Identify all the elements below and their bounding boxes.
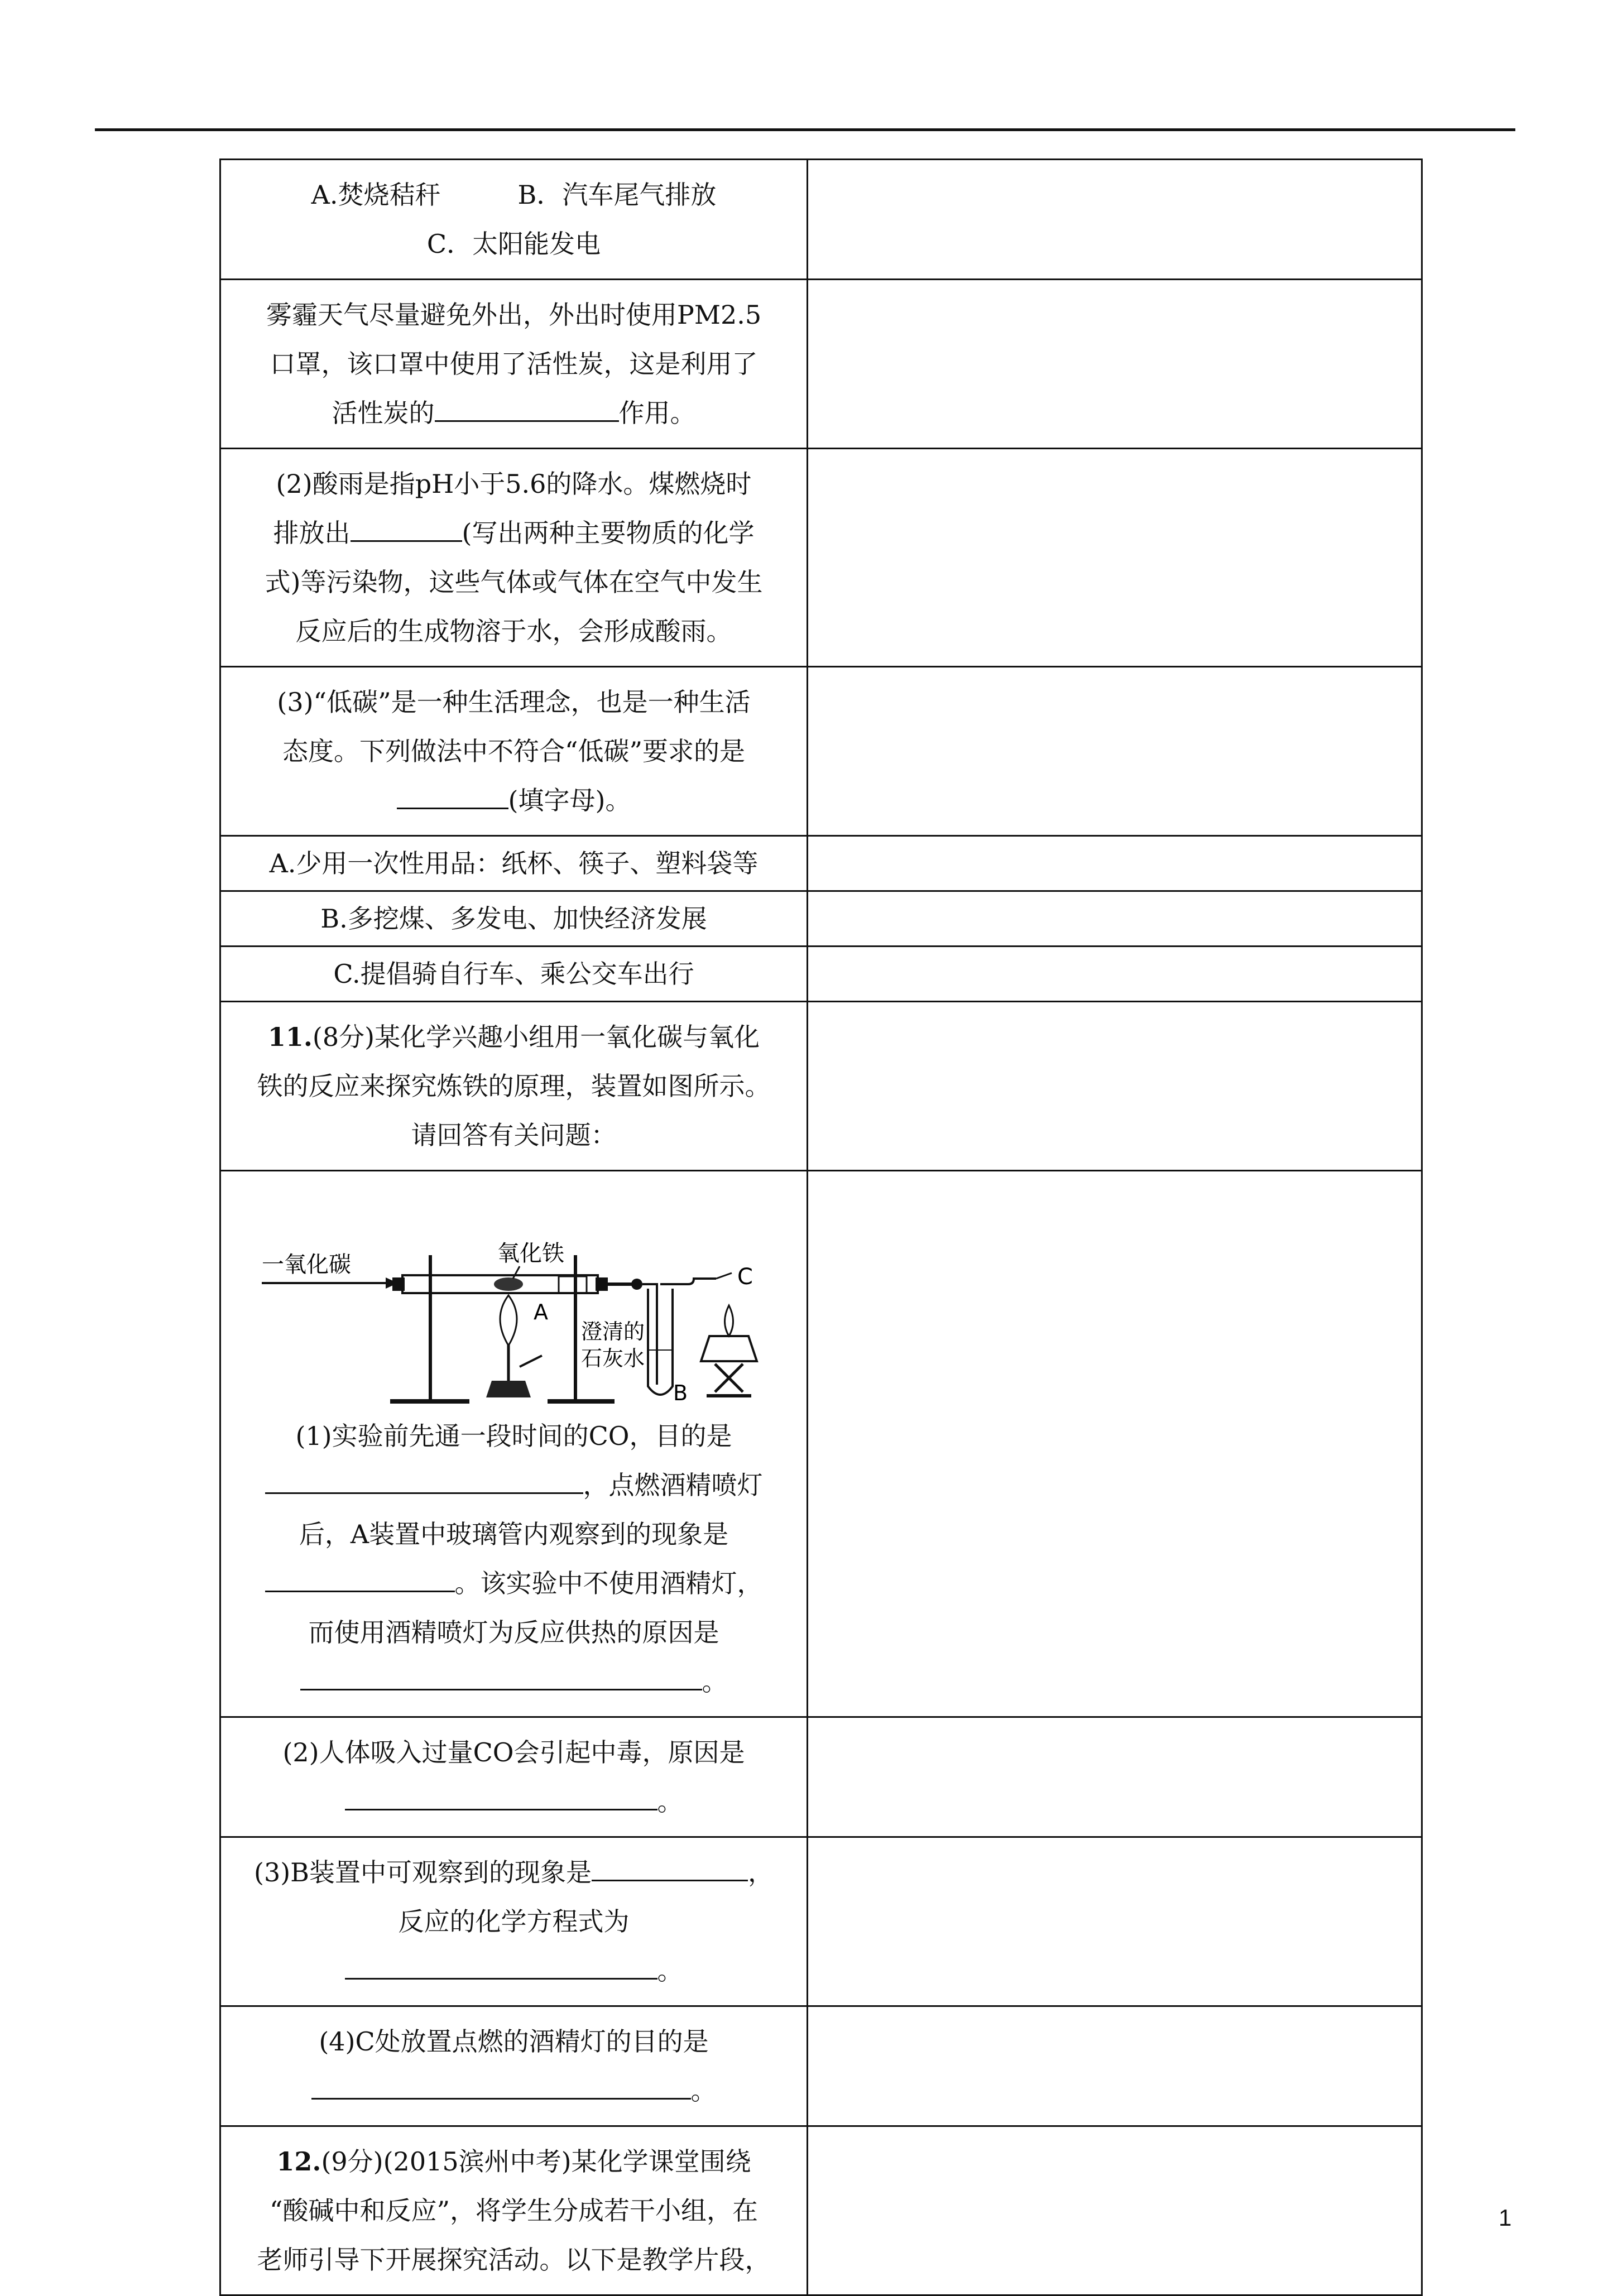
text-line: 态度。下列做法中不符合“低碳”要求的是 <box>282 736 746 766</box>
page-number: 1 <box>1499 2204 1512 2231</box>
label-c: C <box>737 1264 753 1290</box>
option-line: A.少用一次性用品：纸杯、筷子、塑料袋等 <box>269 848 759 878</box>
gas-label: 一氧化碳 <box>261 1252 351 1277</box>
answer-blank[interactable] <box>265 1565 455 1592</box>
table-row <box>220 160 1422 280</box>
question-number: 12. <box>276 2146 321 2177</box>
text-fragment: ，点燃酒精喷灯 <box>583 1470 763 1500</box>
answer-cell[interactable] <box>808 667 1422 836</box>
text-fragment: 排放出 <box>273 518 351 548</box>
text-fragment: 。 <box>657 1956 683 1986</box>
question-cell <box>220 667 808 836</box>
table-row <box>220 2126 1422 2295</box>
answer-cell[interactable] <box>808 891 1422 947</box>
text-line <box>233 1946 794 1995</box>
question-table <box>219 158 1423 2296</box>
text-fragment: (3)B装置中可观察到的现象是 <box>254 1857 592 1887</box>
answer-cell[interactable] <box>808 2126 1422 2295</box>
text-line: 后，A装置中玻璃管内观察到的现象是 <box>299 1519 729 1549</box>
table-row <box>220 2006 1422 2126</box>
question-cell <box>220 1717 808 1837</box>
question-cell <box>220 2126 808 2295</box>
answer-cell[interactable] <box>808 280 1422 449</box>
text-line: 老师引导下开展探究活动。以下是教学片段， <box>257 2245 771 2275</box>
text-line <box>233 388 794 438</box>
answer-cell[interactable] <box>808 1171 1422 1717</box>
answer-cell[interactable] <box>808 836 1422 891</box>
text-line <box>233 776 794 825</box>
table-row <box>220 1837 1422 2006</box>
apparatus-figure <box>246 1222 782 1406</box>
c-pointer <box>716 1273 732 1279</box>
text-line: 式)等污染物，这些气体或气体在空气中发生 <box>265 567 763 597</box>
text-line: 反应的化学方程式为 <box>398 1906 630 1937</box>
answer-cell[interactable] <box>808 947 1422 1002</box>
burner-base <box>486 1381 531 1397</box>
text-line: (3)“低碳”是一种生活理念，也是一种生活 <box>277 687 751 717</box>
answer-blank[interactable] <box>265 1467 583 1494</box>
alcohol-lamp <box>701 1336 757 1361</box>
question-cell <box>220 836 808 891</box>
text-line <box>233 1461 794 1510</box>
text-fragment: (9分)(2015滨州中考)某化学课堂围绕 <box>321 2146 751 2177</box>
text-fragment: 活性炭的 <box>332 398 435 428</box>
lamp-flame <box>724 1305 733 1336</box>
limewater-label: 石灰水 <box>580 1346 645 1371</box>
question-cell <box>220 947 808 1002</box>
iron-oxide-sample <box>494 1277 523 1291</box>
table-row <box>220 891 1422 947</box>
text-line <box>233 1559 794 1608</box>
connector-joint <box>631 1279 642 1290</box>
flame <box>500 1295 517 1346</box>
question-cell <box>220 891 808 947</box>
text-line: 反应后的生成物溶于水，会形成酸雨。 <box>295 616 732 646</box>
stopper-right <box>596 1277 608 1291</box>
answer-cell[interactable] <box>808 1002 1422 1171</box>
answer-blank[interactable] <box>397 782 508 809</box>
question-cell <box>220 449 808 667</box>
table-row <box>220 1171 1422 1717</box>
text-fragment: ， <box>747 1857 774 1887</box>
limewater-label: 澄清的 <box>580 1319 645 1344</box>
text-fragment: (写出两种主要物质的化学 <box>462 518 755 548</box>
text-fragment: 。 <box>657 1786 683 1817</box>
question-cell <box>220 1002 808 1171</box>
question-number: 11. <box>267 1022 313 1052</box>
text-line <box>233 1848 794 1897</box>
question-cell <box>220 1171 808 1717</box>
answer-blank[interactable] <box>345 1783 657 1810</box>
table-row <box>220 947 1422 1002</box>
test-tube-b <box>648 1289 673 1395</box>
question-cell <box>220 280 808 449</box>
option-line: C．太阳能发电 <box>426 229 601 259</box>
text-line: (1)实验前先通一段时间的CO，目的是 <box>295 1421 732 1451</box>
text-line: 请回答有关问题： <box>411 1120 617 1150</box>
answer-blank[interactable] <box>311 2072 691 2100</box>
text-fragment: 。 <box>702 1666 728 1697</box>
label-b: B <box>673 1381 688 1405</box>
answer-cell[interactable] <box>808 160 1422 280</box>
question-cell <box>220 2006 808 2126</box>
answer-blank[interactable] <box>592 1854 748 1881</box>
oxide-pointer <box>513 1266 520 1279</box>
text-line: 而使用酒精喷灯为反应供热的原因是 <box>308 1617 719 1647</box>
table-row <box>220 1717 1422 1837</box>
exhaust-tube <box>660 1279 716 1284</box>
burner-valve <box>520 1356 542 1367</box>
text-fragment: (填字母)。 <box>508 785 631 815</box>
text-line: (4)C处放置点燃的酒精灯的目的是 <box>319 2026 709 2057</box>
text-line: (2)酸雨是指pH小于5.6的降水。煤燃烧时 <box>276 469 752 499</box>
text-fragment: 。 <box>690 2076 717 2106</box>
answer-blank[interactable] <box>345 1952 657 1980</box>
clamp <box>559 1276 587 1293</box>
answer-blank[interactable] <box>300 1663 702 1690</box>
question-cell <box>220 160 808 280</box>
text-line: 雾霾天气尽量避免外出，外出时使用PM2.5 <box>266 300 762 330</box>
text-fragment: (8分)某化学兴趣小组用一氧化碳与氧化 <box>312 1022 760 1052</box>
answer-cell[interactable] <box>808 1717 1422 1837</box>
text-line <box>233 508 794 558</box>
text-fragment: 。该实验中不使用酒精灯， <box>454 1568 763 1598</box>
option-line: A.焚烧秸秆 B．汽车尾气排放 <box>311 180 717 210</box>
text-fragment: 作用。 <box>618 398 696 428</box>
question-cell <box>220 1837 808 2006</box>
text-line <box>233 1657 794 1706</box>
table-row <box>220 667 1422 836</box>
table-row <box>220 449 1422 667</box>
text-line <box>233 1012 794 1061</box>
text-line: “酸碱中和反应”，将学生分成若干小组，在 <box>269 2196 759 2226</box>
option-line: B.多挖煤、多发电、加快经济发展 <box>320 904 707 934</box>
text-line: (2)人体吸入过量CO会引起中毒，原因是 <box>282 1737 745 1767</box>
answer-blank[interactable] <box>435 395 619 422</box>
table-row <box>220 280 1422 449</box>
table-row <box>220 1002 1422 1171</box>
text-line: 铁的反应来探究炼铁的原理，装置如图所示。 <box>257 1071 771 1101</box>
answer-blank[interactable] <box>351 515 462 542</box>
answer-cell[interactable] <box>808 1837 1422 2006</box>
text-line <box>233 1777 794 1826</box>
answer-cell[interactable] <box>808 449 1422 667</box>
text-line <box>233 2137 794 2186</box>
lamp-stand <box>715 1364 743 1392</box>
label-a: A <box>533 1300 548 1324</box>
text-line: 口罩，该口罩中使用了活性炭，这是利用了 <box>270 349 758 379</box>
stopper-left <box>392 1277 405 1291</box>
answer-cell[interactable] <box>808 2006 1422 2126</box>
option-line: C.提倡骑自行车、乘公交车出行 <box>333 959 694 989</box>
oxide-label: 氧化铁 <box>497 1241 564 1266</box>
table-row <box>220 836 1422 891</box>
header-rule <box>95 128 1515 131</box>
text-line <box>233 2066 794 2115</box>
